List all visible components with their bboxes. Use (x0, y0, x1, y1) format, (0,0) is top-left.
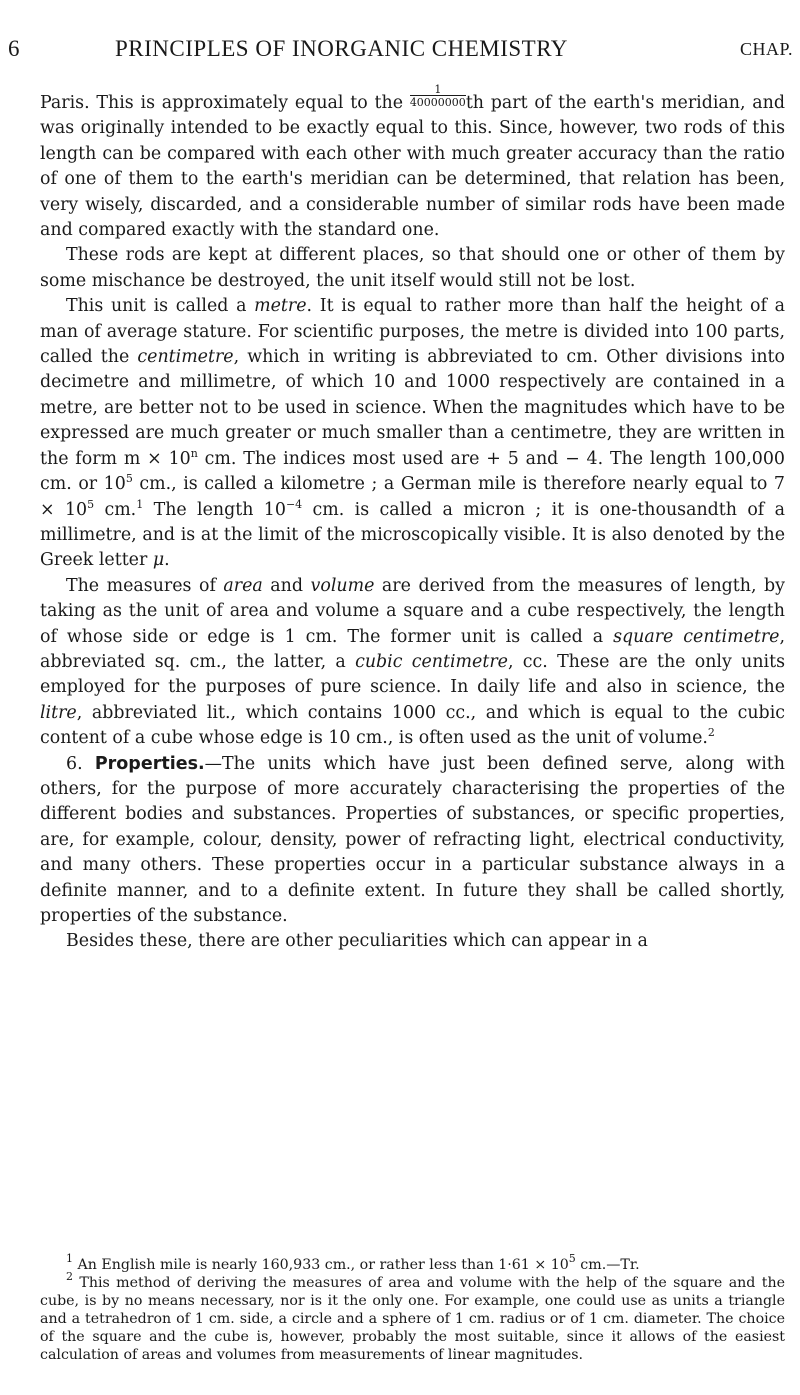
chapter-marker: CHAP. (739, 39, 793, 59)
paragraph-6: Besides these, there are other peculiarities which can appear in a (66, 931, 648, 952)
footnotes (40, 1252, 785, 1364)
section-heading: Properties. (94, 753, 205, 774)
footnote-ref-2: 2 (707, 726, 715, 740)
paragraph-1: Paris. This is approximately equal to the $\frac{1}{40000000}$ th part of the earth's meridian, and was originally intended to be exactly equal to this. Since, however, two rods of this length can be compared with each other with much greater accuracy than the ratio of one of them to the earth's meridian can be determined, that relation has been, very wisely, discarded, and a considerable number of similar rods have been made and compared exactly with the standard one. (40, 83, 786, 241)
footnote-1: $^1$ An English mile is nearly 160,933 cm., or rather less than $1\cdot 61 \times 10^5$ cm.—Tr. (66, 1252, 640, 1273)
paragraph-4: The measures of area and volume are derived from the measures of length, by taking as the unit of area and volume a square and a cube respectively, the length of whose side or edge is 1 cm. The former unit is called a square centimetre, abbreviated sq. cm., the latter, a cubic centimetre, cc. These are the only units employed for the purposes of pure science. In daily life and also in science, the litre, abbreviated lit., which contains 1000 cc., and which is equal to the cubic content of a cube whose edge is 10 cm., is often used as the unit of volume.$^2$ (40, 575, 786, 749)
fraction: $\frac{1}{40000000}$ (409, 83, 466, 109)
footnote-2: $^2$ This method of deriving the measures of area and volume with the help of the square and the cube, is by no means necessary, nor is it the only one. For example, one could use as units a triangle and a tetrahedron of 1 cm. side, a circle and a sphere of 1 cm. radius or of 1 cm. diameter. The choice of the square and the cube is, however, probably the most suitable, since it allows of the easiest calculation of areas and volumes from measurements of linear magnitudes. (40, 1270, 785, 1363)
body-text (40, 84, 785, 955)
page-number: 6 (8, 36, 20, 61)
section-6-paragraph: 6. Properties.—The units which have just been defined serve, along with others, for the purpose of more accurately characterising the properties of the different bodies and substances. Properties of substances, or specific properties, are, for example, colour, density, power of refracting light, electrical conductivity, and many others. These properties occur in a particular substance always in a definite manner, and to a definite extent. In future they shall be called shortly, properties of the substance. (40, 753, 785, 926)
running-header (8, 36, 793, 66)
paragraph-3: This unit is called a metre. It is equal to rather more than half the height of a man of average stature. For scientific purposes, the metre is divided into 100 parts, called the centimetre, which in writing is abbreviated to cm. Other divisions into decimetre and millimetre, of which 10 and 1000 respectively are contained in a metre, are better not to be used in science. When the magnitudes which have to be expressed are much greater or much smaller than a centimetre, they are written in the form $m \times 10^n$ cm. The indices most used are + 5 and − 4. The length 100,000 cm. or $10^5$ cm., is called a kilometre ; a German mile is therefore nearly equal to $7 \times 10^5$ cm.$^1$ The length $10^{-4}$ cm. is called a micron ; it is one-thousandth of a millimetre, and is at the limit of the microscopically visible. It is also denoted by the Greek letter μ. (40, 296, 785, 571)
paragraph-2: These rods are kept at different places, so that should one or other of them by some mischance be destroyed, the unit itself would still not be lost. (40, 245, 785, 291)
footnote-ref-1: 1 (136, 497, 144, 511)
running-title: PRINCIPLES OF INORGANIC CHEMISTRY (115, 36, 568, 61)
section-number: 6. (66, 753, 95, 774)
